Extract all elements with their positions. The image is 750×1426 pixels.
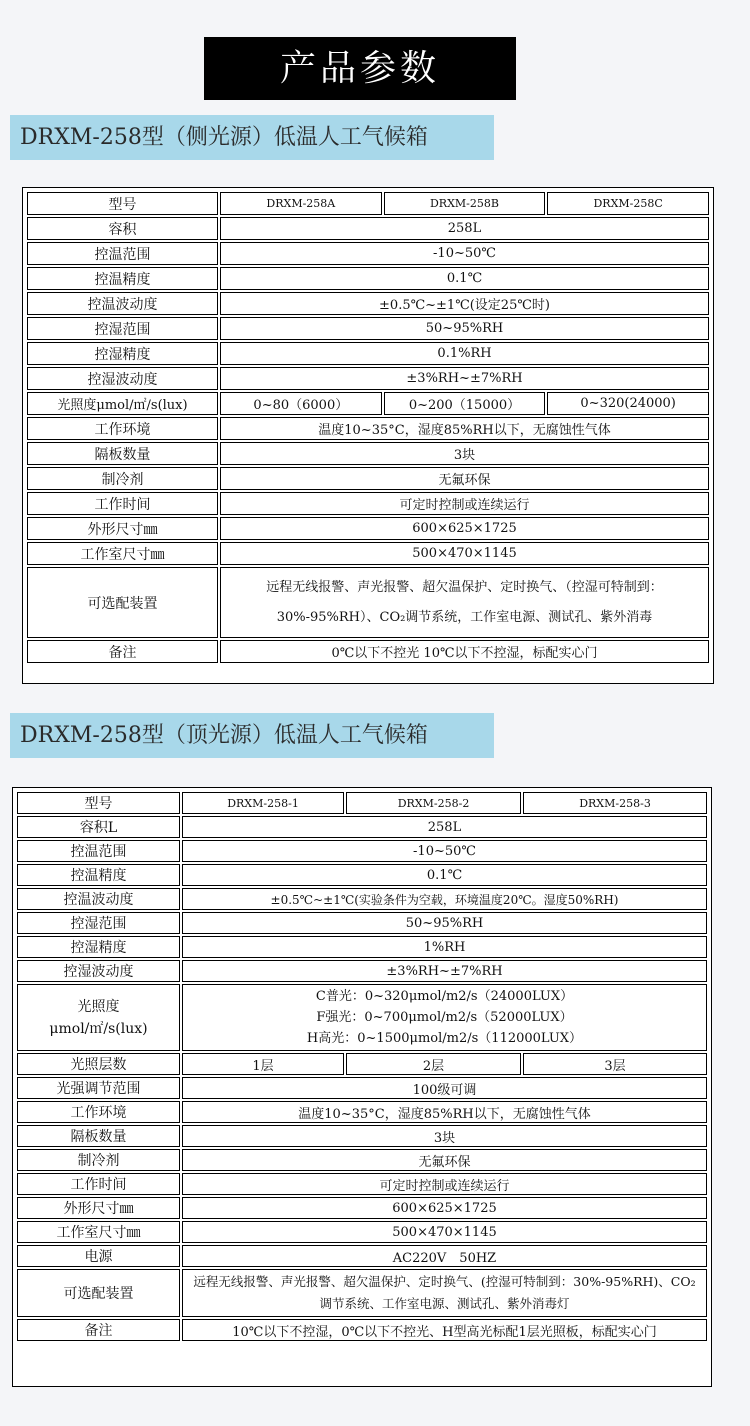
model-cell: DRXM-258A — [220, 192, 382, 215]
table-row — [27, 267, 709, 290]
row-label: 型号 — [27, 192, 218, 215]
table-row — [17, 1053, 707, 1075]
row-value: -10~50℃ — [182, 840, 707, 862]
row-value: 600×625×1725 — [220, 517, 709, 540]
row-label: 控温范围 — [17, 840, 180, 862]
table-row — [27, 342, 709, 365]
table-row — [27, 317, 709, 340]
table-row — [27, 417, 709, 440]
row-value — [182, 984, 707, 1051]
row-label: 型号 — [17, 792, 180, 814]
layer-cell: 1层 — [182, 1053, 344, 1075]
table-row — [27, 242, 709, 265]
row-value: 500×470×1145 — [182, 1221, 707, 1243]
row-value: 0.1%RH — [220, 342, 709, 365]
light-line: C普光：0~320μmol/m2/s（24000LUX） — [315, 989, 574, 1004]
row-label: 制冷剂 — [27, 467, 218, 490]
row-label: 隔板数量 — [27, 442, 218, 465]
table-row — [27, 367, 709, 390]
row-label: 控湿精度 — [27, 342, 218, 365]
light-cell: 0~200（15000） — [384, 392, 546, 415]
table-row — [17, 1173, 707, 1195]
table-row — [17, 888, 707, 910]
row-label: 工作室尺寸㎜ — [27, 542, 218, 565]
table-row — [17, 816, 707, 838]
row-label: 控温波动度 — [27, 292, 218, 315]
table-row — [17, 1269, 707, 1317]
table-row — [17, 792, 707, 814]
light-cell: 0~80（6000） — [220, 392, 382, 415]
table-row — [17, 1221, 707, 1243]
row-value: 0℃以下不控光 10℃以下不控湿，标配实心门 — [220, 640, 709, 663]
row-label: 控温精度 — [17, 864, 180, 886]
row-label: 工作时间 — [27, 492, 218, 515]
table-row — [17, 912, 707, 934]
table-row — [17, 1077, 707, 1099]
light-line: H高光：0~1500μmol/m2/s（112000LUX） — [306, 1031, 583, 1046]
row-value: 0.1℃ — [220, 267, 709, 290]
row-label: 光强调节范围 — [17, 1077, 180, 1099]
layer-cell: 3层 — [523, 1053, 707, 1075]
row-value: 温度10~35°C，湿度85%RH以下，无腐蚀性气体 — [220, 417, 709, 440]
model-cell: DRXM-258B — [384, 192, 546, 215]
row-label: 外形尺寸㎜ — [17, 1197, 180, 1219]
row-label: 工作室尺寸㎜ — [17, 1221, 180, 1243]
row-label: 隔板数量 — [17, 1125, 180, 1147]
row-label: 工作时间 — [17, 1173, 180, 1195]
model-cell: DRXM-258-1 — [182, 792, 344, 814]
layer-cell: 2层 — [346, 1053, 521, 1075]
row-value: 500×470×1145 — [220, 542, 709, 565]
table-row — [27, 640, 709, 663]
row-value: 600×625×1725 — [182, 1197, 707, 1219]
table-row — [27, 517, 709, 540]
row-label: 控温波动度 — [17, 888, 180, 910]
row-label: 光照层数 — [17, 1053, 180, 1075]
row-value: 50~95%RH — [220, 317, 709, 340]
table-row — [17, 864, 707, 886]
table-row — [27, 567, 709, 638]
row-value: 远程无线报警、声光报警、超欠温保护、定时换气、(控湿可特制到：30%-95%RH)、CO₂ 调节系统、工作室电源、测试孔、紫外消毒灯 — [182, 1269, 707, 1317]
row-value: ±0.5℃~±1℃(实验条件为空载，环境温度20℃。湿度50%RH) — [182, 888, 707, 910]
light-label-unit: μmol/㎡/s(lux) — [49, 1020, 148, 1037]
row-label: 备注 — [27, 640, 218, 663]
light-label-line: 光照度 — [77, 998, 120, 1015]
row-value: 远程无线报警、声光报警、超欠温保护、定时换气、（控湿可特制到：30%-95%RH）、CO₂调节系统，工作室电源、测试孔、紫外消毒 — [220, 567, 709, 638]
row-label: 控温精度 — [27, 267, 218, 290]
row-value: 1%RH — [182, 936, 707, 958]
table-row — [17, 1101, 707, 1123]
row-value: ±3%RH~±7%RH — [182, 960, 707, 982]
row-label: 电源 — [17, 1245, 180, 1267]
row-label: 容积L — [17, 816, 180, 838]
table-row — [17, 1125, 707, 1147]
section1-heading: DRXM-258型（侧光源）低温人工气候箱 — [10, 115, 494, 160]
table-row — [17, 1245, 707, 1267]
row-value: 258L — [220, 217, 709, 240]
section2-heading: DRXM-258型（顶光源）低温人工气候箱 — [10, 713, 494, 758]
row-value: ±3%RH~±7%RH — [220, 367, 709, 390]
table-row — [17, 984, 707, 1051]
row-label: 光照度μmol/㎡/s(lux) — [27, 392, 218, 415]
row-value: 50~95%RH — [182, 912, 707, 934]
row-label: 控湿精度 — [17, 936, 180, 958]
table-row — [27, 467, 709, 490]
row-value: -10~50℃ — [220, 242, 709, 265]
row-value: 3块 — [182, 1125, 707, 1147]
row-value: 0.1℃ — [182, 864, 707, 886]
table-row — [17, 1319, 707, 1341]
row-label: 控湿范围 — [17, 912, 180, 934]
row-value: 温度10~35°C，湿度85%RH以下，无腐蚀性气体 — [182, 1101, 707, 1123]
row-value: 3块 — [220, 442, 709, 465]
table-row — [17, 1197, 707, 1219]
row-value: 可定时控制或连续运行 — [220, 492, 709, 515]
row-value: AC220V 50HZ — [182, 1245, 707, 1267]
table-row — [17, 936, 707, 958]
page-title: 产品参数 — [204, 37, 516, 100]
row-label: 备注 — [17, 1319, 180, 1341]
row-value: 10℃以下不控湿，0℃以下不控光、H型高光标配1层光照板，标配实心门 — [182, 1319, 707, 1341]
row-value: 100级可调 — [182, 1077, 707, 1099]
row-label: 控湿波动度 — [27, 367, 218, 390]
table-row — [27, 292, 709, 315]
row-label: 控温范围 — [27, 242, 218, 265]
row-label: 可选配装置 — [27, 567, 218, 638]
table-row — [27, 442, 709, 465]
model-cell: DRXM-258-2 — [346, 792, 521, 814]
row-label: 可选配装置 — [17, 1269, 180, 1317]
row-label: 控湿范围 — [27, 317, 218, 340]
row-label: 容积 — [27, 217, 218, 240]
row-label: 工作环境 — [17, 1101, 180, 1123]
row-value: 可定时控制或连续运行 — [182, 1173, 707, 1195]
model-cell: DRXM-258-3 — [523, 792, 707, 814]
row-label: 制冷剂 — [17, 1149, 180, 1171]
table-row — [27, 492, 709, 515]
light-line: F强光：0~700μmol/m2/s（52000LUX） — [316, 1010, 573, 1025]
table-row — [17, 840, 707, 862]
table-row — [17, 960, 707, 982]
row-label: 工作环境 — [27, 417, 218, 440]
row-value: 258L — [182, 816, 707, 838]
table-row — [27, 192, 709, 215]
model-cell: DRXM-258C — [547, 192, 709, 215]
table-row — [27, 217, 709, 240]
row-label: 外形尺寸㎜ — [27, 517, 218, 540]
section1-spec-table — [22, 187, 714, 684]
row-value: 无氟环保 — [220, 467, 709, 490]
light-cell: 0~320(24000) — [547, 392, 709, 415]
section2-spec-table — [12, 787, 712, 1387]
row-value: ±0.5℃~±1℃(设定25℃时) — [220, 292, 709, 315]
table-row — [27, 392, 709, 415]
table-row — [27, 542, 709, 565]
row-value: 无氟环保 — [182, 1149, 707, 1171]
table-row — [17, 1149, 707, 1171]
row-label: 控湿波动度 — [17, 960, 180, 982]
row-label — [17, 984, 180, 1051]
